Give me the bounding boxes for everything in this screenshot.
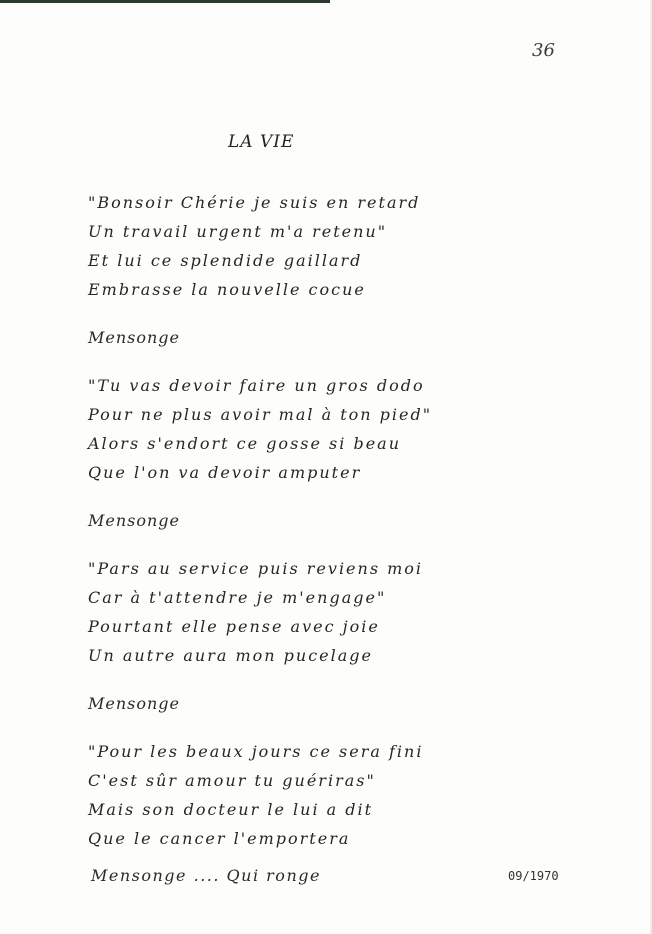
verse-line: "Bonsoir Chérie je suis en retard bbox=[88, 193, 421, 212]
verse-line: Que l'on va devoir amputer bbox=[88, 463, 362, 482]
verse-line: "Pars au service puis reviens moi bbox=[88, 559, 424, 578]
verse-line: Et lui ce splendide gaillard bbox=[88, 251, 363, 270]
refrain-line: Mensonge bbox=[88, 511, 181, 530]
stanza-3 bbox=[88, 554, 558, 670]
verse-line: Pour ne plus avoir mal à ton pied" bbox=[88, 405, 433, 424]
verse-line: "Pour les beaux jours ce sera fini bbox=[88, 742, 424, 761]
refrain-line: Mensonge bbox=[88, 328, 181, 347]
refrain-line: Mensonge bbox=[88, 694, 181, 713]
stanza-2 bbox=[88, 371, 558, 487]
verse-line: Alors s'endort ce gosse si beau bbox=[88, 434, 402, 453]
verse-line: Mais son docteur le lui a dit bbox=[88, 800, 374, 819]
stanza-4 bbox=[88, 737, 558, 853]
verse-line: Embrasse la nouvelle cocue bbox=[88, 280, 366, 299]
top-edge-rule bbox=[0, 0, 330, 3]
closing-refrain: Mensonge .... Qui ronge bbox=[91, 866, 321, 885]
verse-line: Un travail urgent m'a retenu" bbox=[88, 222, 388, 241]
poem-body bbox=[88, 188, 558, 872]
verse-line: Car à t'attendre je m'engage" bbox=[88, 588, 387, 607]
verse-line: Que le cancer l'emportera bbox=[88, 829, 351, 848]
date-stamp: 09/1970 bbox=[508, 869, 559, 883]
page-number: 36 bbox=[532, 40, 555, 61]
verse-line: Un autre aura mon pucelage bbox=[88, 646, 374, 665]
poem-title: LA VIE bbox=[228, 132, 295, 152]
verse-line: Pourtant elle pense avec joie bbox=[88, 617, 380, 636]
stanza-1 bbox=[88, 188, 558, 304]
verse-line: C'est sûr amour tu guériras" bbox=[88, 771, 376, 790]
verse-line: "Tu vas devoir faire un gros dodo bbox=[88, 376, 425, 395]
